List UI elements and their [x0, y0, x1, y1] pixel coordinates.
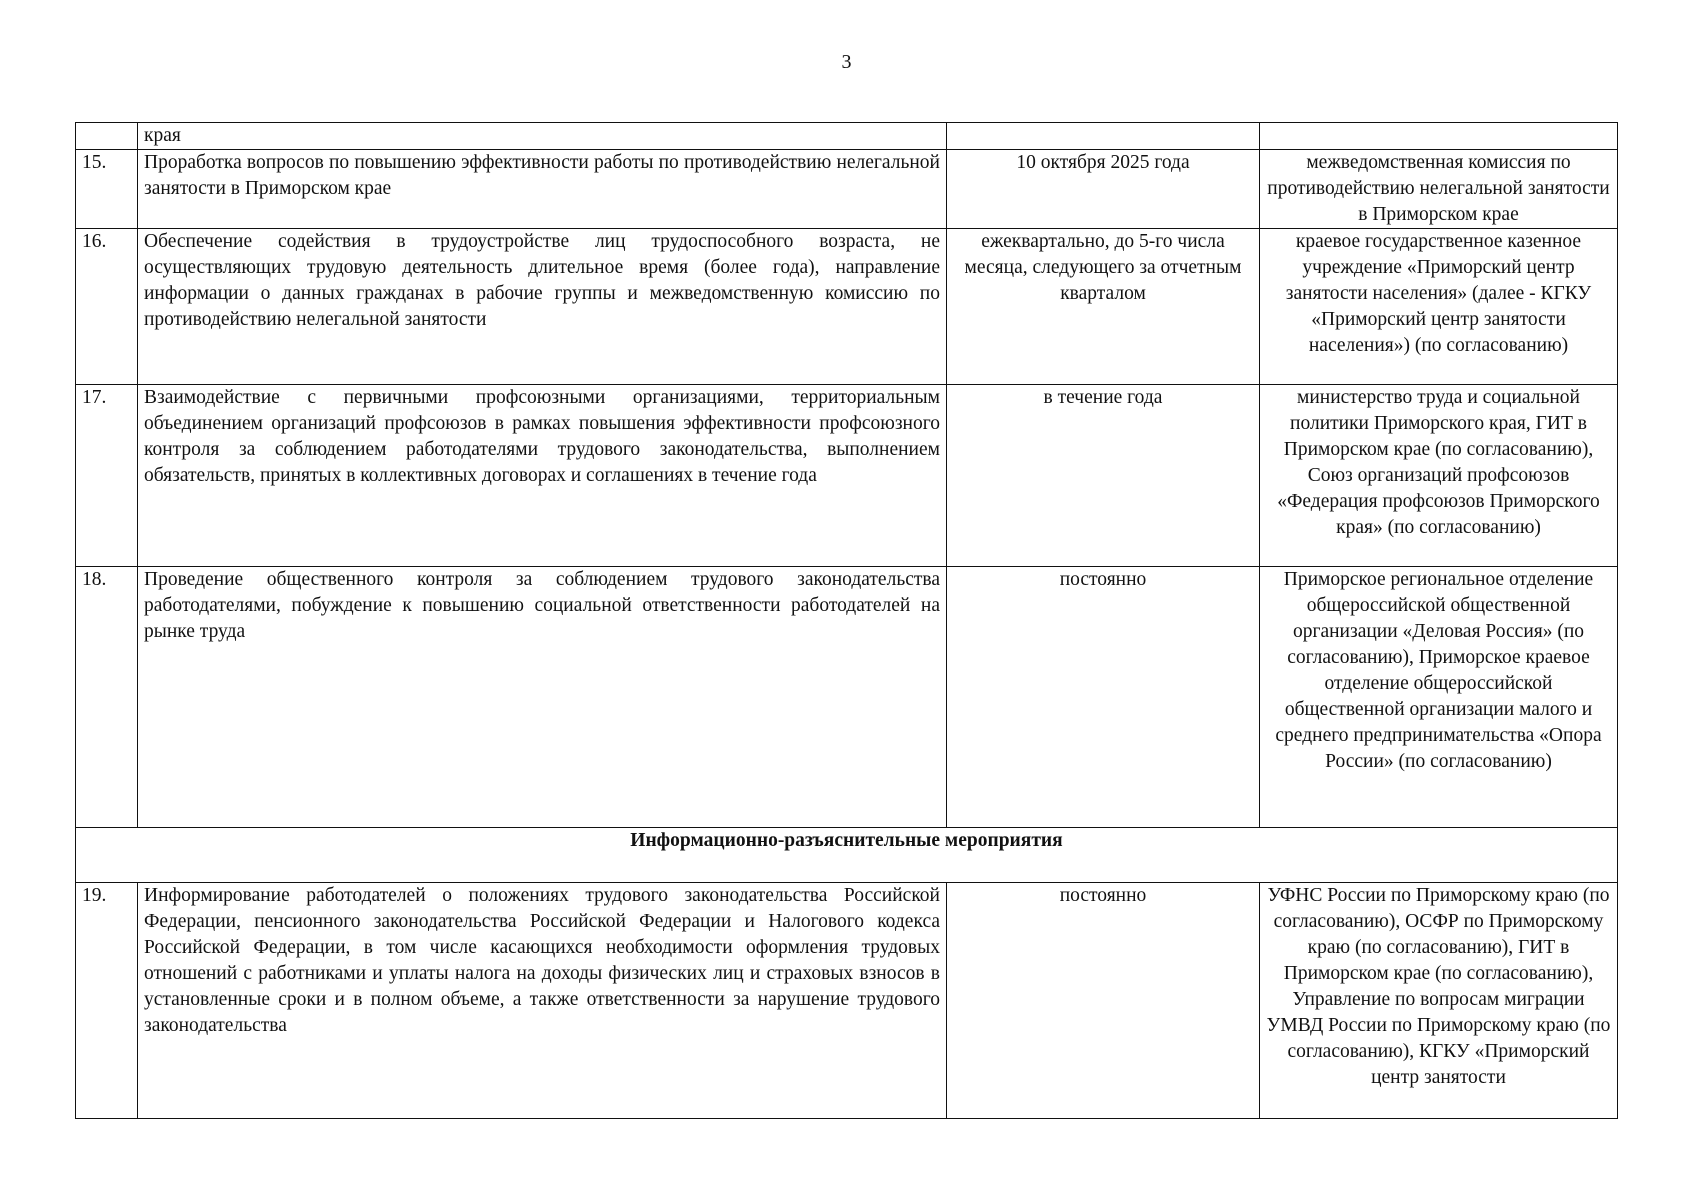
measure-description: Проведение общественного контроля за соблюдением трудового законодательства работодателями, побуждение к повышению социальной ответственности работодателей на рынке труда — [138, 567, 947, 828]
measure-deadline: постоянно — [947, 567, 1260, 828]
measure-deadline: ежеквартально, до 5-го числа месяца, следующего за отчетным кварталом — [947, 229, 1260, 385]
measure-responsible: межведомственная комиссия по противодействию нелегальной занятости в Приморском крае — [1260, 150, 1618, 229]
table-row — [76, 229, 1618, 385]
desc-cell: края — [138, 123, 947, 150]
measure-description: Взаимодействие с первичными профсоюзными организациями, территориальным объединением организаций профсоюзов в рамках повышения эффективности профсоюзного контроля за соблюдением работодателями трудового законодательства, выполнением обязательств, принятых в коллективных договорах и соглашениях в течение года — [138, 385, 947, 567]
row-number: 19. — [76, 883, 138, 1119]
row-number: 15. — [76, 150, 138, 229]
row-number: 16. — [76, 229, 138, 385]
measure-deadline: постоянно — [947, 883, 1260, 1119]
page-number: 3 — [841, 51, 852, 73]
measure-description: Информирование работодателей о положениях трудового законодательства Российской Федерации, пенсионного законодательства Российской Федерации и Налогового кодекса Российской Федерации, в том числе касающихся необходимости оформления трудовых отношений с работниками и уплаты налога на доходы физических лиц и страховых взносов в установленные сроки и в полном объеме, а также ответственности за нарушение трудового законодательства — [138, 883, 947, 1119]
measure-responsible: краевое государственное казенное учреждение «Приморский центр занятости населения» (далее - КГКУ «Приморский центр занятости населения») (по согласованию) — [1260, 229, 1618, 385]
section-row — [76, 828, 1618, 883]
row-number: 18. — [76, 567, 138, 828]
measure-responsible: министерство труда и социальной политики Приморского края, ГИТ в Приморском крае (по согласованию), Союз организаций профсоюзов «Федерация профсоюзов Приморского края» (по согласованию) — [1260, 385, 1618, 567]
measure-responsible: УФНС России по Приморскому краю (по согласованию), ОСФР по Приморскому краю (по согласованию), ГИТ в Приморском крае (по согласованию), Управление по вопросам миграции УМВД России по Приморскому краю (по согласованию), КГКУ «Приморский центр занятости — [1260, 883, 1618, 1119]
table-row — [76, 567, 1618, 828]
table-row-continuation — [76, 123, 1618, 150]
table-row — [76, 150, 1618, 229]
term-cell — [947, 123, 1260, 150]
num-cell — [76, 123, 138, 150]
resp-cell — [1260, 123, 1618, 150]
measure-deadline: в течение года — [947, 385, 1260, 567]
measure-deadline: 10 октября 2025 года — [947, 150, 1260, 229]
measures-table — [75, 122, 1618, 1119]
measure-responsible: Приморское региональное отделение общероссийской общественной организации «Деловая Россия» (по согласованию), Приморское краевое отделение общероссийской общественной организации малого и среднего предпринимательства «Опора России» (по согласованию) — [1260, 567, 1618, 828]
measure-description: Проработка вопросов по повышению эффективности работы по противодействию нелегальной занятости в Приморском крае — [138, 150, 947, 229]
row-number: 17. — [76, 385, 138, 567]
table-row — [76, 883, 1618, 1119]
section-title: Информационно-разъяснительные мероприятия — [76, 828, 1618, 883]
table-row — [76, 385, 1618, 567]
measure-description: Обеспечение содействия в трудоустройстве лиц трудоспособного возраста, не осуществляющих трудовую деятельность длительное время (более года), направление информации о данных гражданах в рабочие группы и межведомственную комиссию по противодействию нелегальной занятости — [138, 229, 947, 385]
